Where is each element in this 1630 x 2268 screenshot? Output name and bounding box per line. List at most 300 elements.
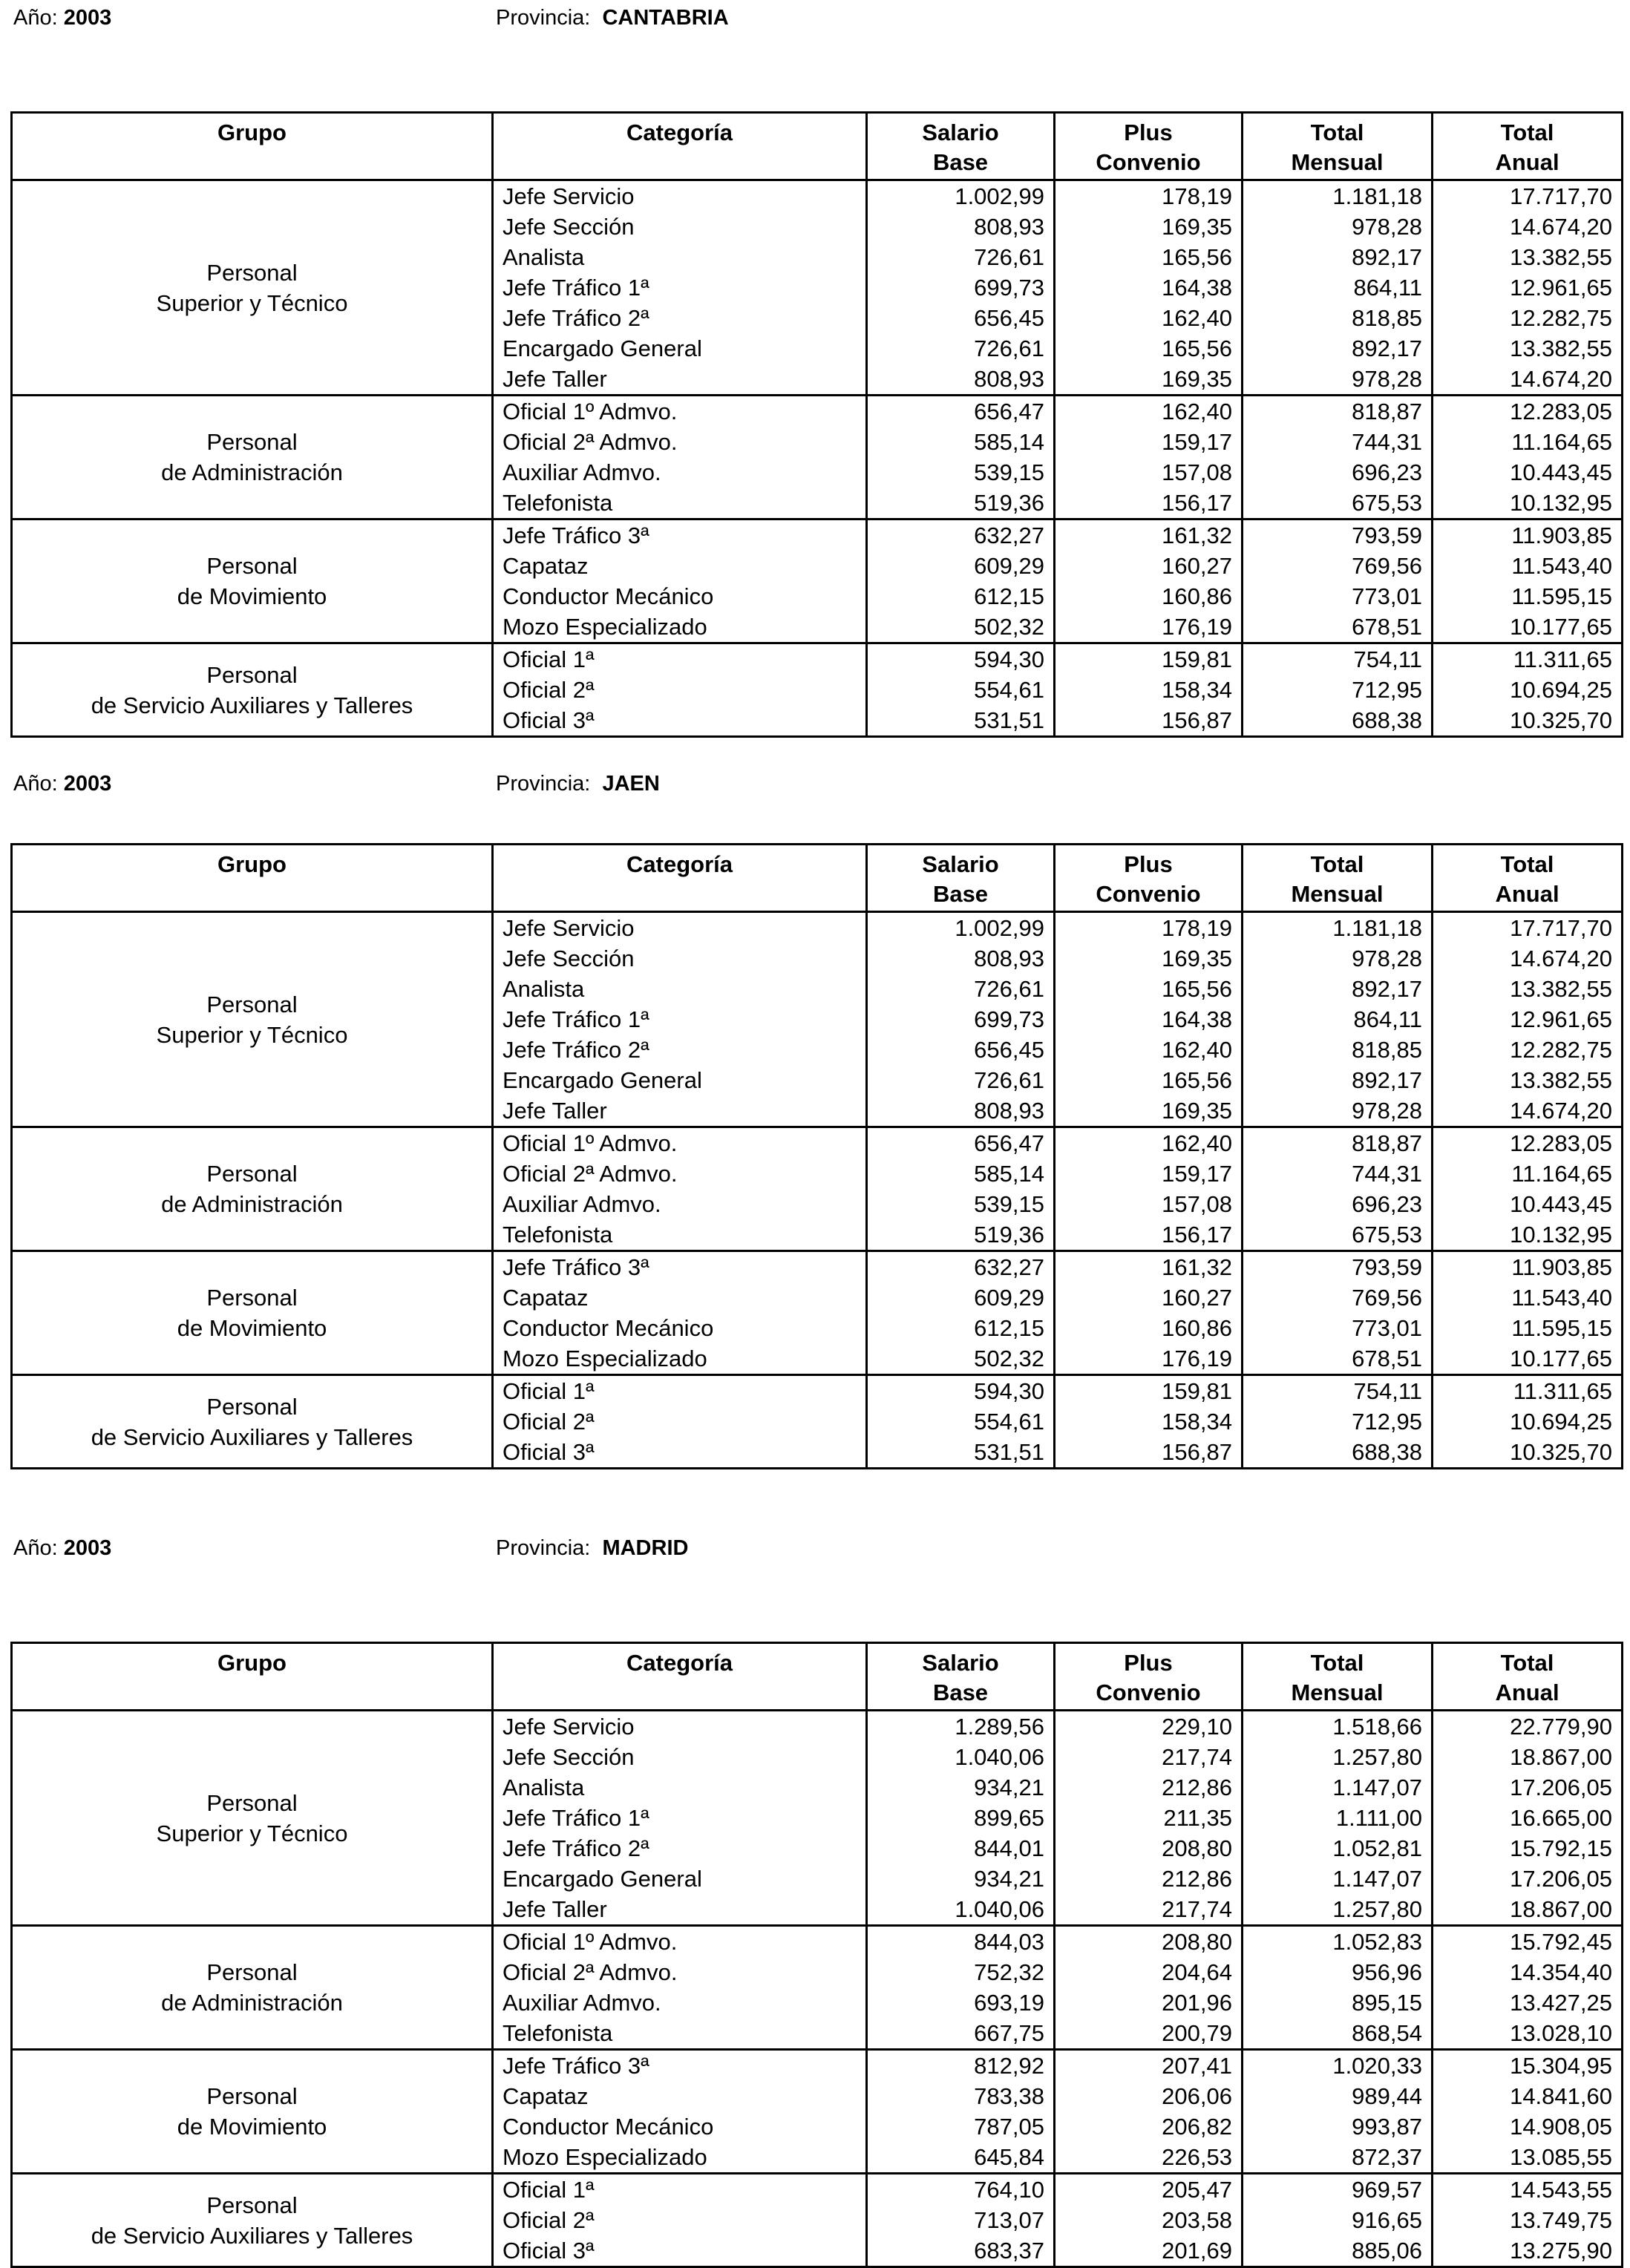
header-total-anual: Total Anual [1433,845,1623,912]
salario-base-cell: 808,93 [867,364,1055,396]
section-meta [0,1530,1630,1575]
category-cell: Jefe Tráfico 1ª [493,272,867,303]
group-cell: Personal Superior y Técnico [12,912,493,1127]
section-meta [0,0,1630,45]
header-plus-convenio: Plus Convenio [1055,1643,1243,1711]
salario-base-cell: 808,93 [867,1095,1055,1127]
group-cell: Personal de Administración [12,396,493,520]
total-mensual-cell: 978,28 [1243,943,1433,974]
category-cell: Jefe Sección [493,212,867,242]
salario-base-cell: 1.040,06 [867,1894,1055,1926]
total-anual-cell: 10.443,45 [1433,1189,1623,1219]
category-cell: Oficial 2ª Admvo. [493,427,867,457]
total-anual-cell: 11.311,65 [1433,1375,1623,1407]
group-cell: Personal de Movimiento [12,1251,493,1375]
salario-base-cell: 645,84 [867,2142,1055,2174]
salario-base-cell: 808,93 [867,212,1055,242]
plus-convenio-cell: 164,38 [1055,1004,1243,1035]
salario-base-cell: 1.002,99 [867,912,1055,944]
plus-convenio-cell: 158,34 [1055,675,1243,705]
table-row [12,2050,1623,2082]
plus-convenio-cell: 203,58 [1055,2205,1243,2235]
category-cell: Auxiliar Admvo. [493,1189,867,1219]
year-label: Año: 2003 [13,772,112,796]
salario-base-cell: 783,38 [867,2081,1055,2111]
plus-convenio-cell: 176,19 [1055,1343,1243,1375]
salario-base-cell: 726,61 [867,333,1055,364]
total-mensual-cell: 675,53 [1243,488,1433,520]
plus-convenio-cell: 206,82 [1055,2111,1243,2142]
category-cell: Analista [493,1772,867,1803]
header-salario-base: Salario Base [867,113,1055,180]
salario-base-cell: 1.289,56 [867,1711,1055,1743]
salario-base-cell: 594,30 [867,643,1055,675]
salario-base-cell: 699,73 [867,1004,1055,1035]
category-cell: Auxiliar Admvo. [493,457,867,488]
salario-base-cell: 726,61 [867,242,1055,272]
salario-base-cell: 726,61 [867,1065,1055,1095]
total-anual-cell: 18.867,00 [1433,1742,1623,1772]
category-cell: Jefe Tráfico 1ª [493,1004,867,1035]
total-anual-cell: 12.283,05 [1433,396,1623,427]
category-cell: Capataz [493,1282,867,1313]
table-row [12,520,1623,551]
salario-base-cell: 612,15 [867,581,1055,612]
plus-convenio-cell: 178,19 [1055,180,1243,212]
province-section [0,1530,1630,2264]
salario-base-cell: 554,61 [867,675,1055,705]
category-cell: Jefe Servicio [493,1711,867,1743]
total-mensual-cell: 978,28 [1243,212,1433,242]
province-label: Provincia: MADRID [496,1536,689,1560]
year-value: 2003 [63,772,112,796]
total-mensual-cell: 818,87 [1243,396,1433,427]
salario-base-cell: 656,47 [867,396,1055,427]
salario-base-cell: 899,65 [867,1803,1055,1833]
total-anual-cell: 15.792,15 [1433,1833,1623,1864]
category-cell: Jefe Tráfico 3ª [493,2050,867,2082]
total-mensual-cell: 696,23 [1243,1189,1433,1219]
total-anual-cell: 13.275,90 [1433,2235,1623,2267]
salario-base-cell: 612,15 [867,1313,1055,1343]
plus-convenio-cell: 159,81 [1055,643,1243,675]
total-anual-cell: 14.354,40 [1433,1957,1623,1987]
total-mensual-cell: 688,38 [1243,1437,1433,1469]
salario-base-cell: 934,21 [867,1772,1055,1803]
salario-base-cell: 594,30 [867,1375,1055,1407]
total-mensual-cell: 892,17 [1243,974,1433,1004]
salario-base-cell: 531,51 [867,1437,1055,1469]
plus-convenio-cell: 212,86 [1055,1864,1243,1894]
total-mensual-cell: 818,87 [1243,1127,1433,1159]
total-anual-cell: 15.304,95 [1433,2050,1623,2082]
category-cell: Oficial 2ª Admvo. [493,1957,867,1987]
total-mensual-cell: 769,56 [1243,551,1433,581]
total-anual-cell: 17.717,70 [1433,912,1623,944]
category-cell: Jefe Tráfico 2ª [493,1833,867,1864]
year-value: 2003 [63,1536,112,1560]
group-cell: Personal de Servicio Auxiliares y Talleres [12,1375,493,1469]
total-mensual-cell: 1.257,80 [1243,1894,1433,1926]
category-cell: Capataz [493,2081,867,2111]
total-anual-cell: 14.674,20 [1433,1095,1623,1127]
total-mensual-cell: 1.147,07 [1243,1772,1433,1803]
plus-convenio-cell: 208,80 [1055,1926,1243,1958]
header-categoria: Categoría [493,1643,867,1711]
total-anual-cell: 11.903,85 [1433,1251,1623,1283]
total-anual-cell: 11.543,40 [1433,551,1623,581]
category-cell: Encargado General [493,1864,867,1894]
total-anual-cell: 14.841,60 [1433,2081,1623,2111]
salary-table [10,111,1623,738]
total-mensual-cell: 969,57 [1243,2174,1433,2206]
header-salario-base: Salario Base [867,845,1055,912]
salario-base-cell: 609,29 [867,1282,1055,1313]
table-row [12,1251,1623,1283]
total-mensual-cell: 864,11 [1243,272,1433,303]
salario-base-cell: 531,51 [867,705,1055,737]
province-section [0,0,1630,733]
province-label: Provincia: JAEN [496,772,660,796]
salario-base-cell: 693,19 [867,1987,1055,2018]
plus-convenio-cell: 208,80 [1055,1833,1243,1864]
plus-convenio-cell: 226,53 [1055,2142,1243,2174]
plus-convenio-cell: 159,17 [1055,1158,1243,1189]
total-mensual-cell: 864,11 [1243,1004,1433,1035]
category-cell: Telefonista [493,2018,867,2050]
total-mensual-cell: 978,28 [1243,364,1433,396]
total-anual-cell: 11.543,40 [1433,1282,1623,1313]
salario-base-cell: 808,93 [867,943,1055,974]
year-label: Año: 2003 [13,6,112,30]
header-salario-base: Salario Base [867,1643,1055,1711]
total-anual-cell: 14.674,20 [1433,943,1623,974]
total-mensual-cell: 989,44 [1243,2081,1433,2111]
table-row [12,1127,1623,1159]
category-cell: Oficial 3ª [493,1437,867,1469]
salary-table [10,1642,1623,2268]
table-header-row [12,845,1623,912]
table-row [12,1711,1623,1743]
category-cell: Oficial 2ª [493,675,867,705]
salario-base-cell: 502,32 [867,1343,1055,1375]
total-mensual-cell: 712,95 [1243,675,1433,705]
salario-base-cell: 519,36 [867,1219,1055,1251]
total-mensual-cell: 1.111,00 [1243,1803,1433,1833]
category-cell: Jefe Tráfico 2ª [493,303,867,333]
category-cell: Jefe Servicio [493,912,867,944]
total-mensual-cell: 769,56 [1243,1282,1433,1313]
total-mensual-cell: 1.257,80 [1243,1742,1433,1772]
plus-convenio-cell: 157,08 [1055,457,1243,488]
category-cell: Oficial 1º Admvo. [493,396,867,427]
total-mensual-cell: 793,59 [1243,520,1433,551]
total-mensual-cell: 885,06 [1243,2235,1433,2267]
category-cell: Jefe Tráfico 1ª [493,1803,867,1833]
plus-convenio-cell: 160,27 [1055,1282,1243,1313]
plus-convenio-cell: 169,35 [1055,1095,1243,1127]
plus-convenio-cell: 169,35 [1055,212,1243,242]
group-cell: Personal Superior y Técnico [12,180,493,396]
salario-base-cell: 585,14 [867,427,1055,457]
category-cell: Oficial 2ª [493,2205,867,2235]
header-plus-convenio: Plus Convenio [1055,845,1243,912]
header-categoria: Categoría [493,845,867,912]
total-anual-cell: 10.443,45 [1433,457,1623,488]
total-mensual-cell: 892,17 [1243,1065,1433,1095]
header-total-mensual: Total Mensual [1243,113,1433,180]
total-mensual-cell: 688,38 [1243,705,1433,737]
total-anual-cell: 14.543,55 [1433,2174,1623,2206]
total-mensual-cell: 956,96 [1243,1957,1433,1987]
total-anual-cell: 10.694,25 [1433,1406,1623,1437]
total-mensual-cell: 1.181,18 [1243,180,1433,212]
total-mensual-cell: 744,31 [1243,1158,1433,1189]
group-cell: Personal de Servicio Auxiliares y Talleres [12,2174,493,2267]
total-mensual-cell: 916,65 [1243,2205,1433,2235]
total-mensual-cell: 993,87 [1243,2111,1433,2142]
salario-base-cell: 844,01 [867,1833,1055,1864]
salario-base-cell: 844,03 [867,1926,1055,1958]
total-mensual-cell: 1.052,83 [1243,1926,1433,1958]
section-meta [0,766,1630,810]
total-anual-cell: 11.903,85 [1433,520,1623,551]
header-grupo: Grupo [12,1643,493,1711]
group-cell: Personal de Movimiento [12,520,493,643]
salario-base-cell: 585,14 [867,1158,1055,1189]
total-mensual-cell: 872,37 [1243,2142,1433,2174]
total-anual-cell: 13.382,55 [1433,974,1623,1004]
plus-convenio-cell: 201,96 [1055,1987,1243,2018]
total-anual-cell: 13.382,55 [1433,333,1623,364]
total-anual-cell: 12.961,65 [1433,272,1623,303]
plus-convenio-cell: 217,74 [1055,1894,1243,1926]
category-cell: Jefe Sección [493,1742,867,1772]
category-cell: Jefe Tráfico 2ª [493,1035,867,1065]
salario-base-cell: 519,36 [867,488,1055,520]
total-anual-cell: 17.717,70 [1433,180,1623,212]
table-row [12,396,1623,427]
total-mensual-cell: 892,17 [1243,242,1433,272]
total-anual-cell: 13.085,55 [1433,2142,1623,2174]
total-mensual-cell: 1.518,66 [1243,1711,1433,1743]
plus-convenio-cell: 161,32 [1055,520,1243,551]
total-mensual-cell: 1.147,07 [1243,1864,1433,1894]
plus-convenio-cell: 164,38 [1055,272,1243,303]
total-anual-cell: 12.282,75 [1433,1035,1623,1065]
total-anual-cell: 11.311,65 [1433,643,1623,675]
total-anual-cell: 12.282,75 [1433,303,1623,333]
plus-convenio-cell: 165,56 [1055,242,1243,272]
salario-base-cell: 539,15 [867,457,1055,488]
plus-convenio-cell: 156,87 [1055,705,1243,737]
category-cell: Oficial 1º Admvo. [493,1926,867,1958]
total-mensual-cell: 773,01 [1243,1313,1433,1343]
total-mensual-cell: 818,85 [1243,1035,1433,1065]
table-header-row [12,113,1623,180]
plus-convenio-cell: 211,35 [1055,1803,1243,1833]
plus-convenio-cell: 206,06 [1055,2081,1243,2111]
category-cell: Oficial 3ª [493,2235,867,2267]
category-cell: Capataz [493,551,867,581]
plus-convenio-cell: 165,56 [1055,974,1243,1004]
plus-convenio-cell: 207,41 [1055,2050,1243,2082]
table-row [12,2174,1623,2206]
table-row [12,1926,1623,1958]
salario-base-cell: 632,27 [867,1251,1055,1283]
header-plus-convenio: Plus Convenio [1055,113,1243,180]
plus-convenio-cell: 159,17 [1055,427,1243,457]
salario-base-cell: 713,07 [867,2205,1055,2235]
header-total-anual: Total Anual [1433,1643,1623,1711]
salario-base-cell: 764,10 [867,2174,1055,2206]
total-anual-cell: 10.325,70 [1433,1437,1623,1469]
total-anual-cell: 14.674,20 [1433,364,1623,396]
category-cell: Conductor Mecánico [493,581,867,612]
total-anual-cell: 13.427,25 [1433,1987,1623,2018]
salario-base-cell: 656,45 [867,1035,1055,1065]
plus-convenio-cell: 160,86 [1055,1313,1243,1343]
plus-convenio-cell: 178,19 [1055,912,1243,944]
category-cell: Analista [493,974,867,1004]
province-value: MADRID [602,1536,689,1560]
total-anual-cell: 10.694,25 [1433,675,1623,705]
plus-convenio-cell: 201,69 [1055,2235,1243,2267]
total-mensual-cell: 744,31 [1243,427,1433,457]
plus-convenio-cell: 229,10 [1055,1711,1243,1743]
category-cell: Encargado General [493,333,867,364]
total-mensual-cell: 675,53 [1243,1219,1433,1251]
salario-base-cell: 554,61 [867,1406,1055,1437]
total-anual-cell: 10.325,70 [1433,705,1623,737]
plus-convenio-cell: 156,17 [1055,488,1243,520]
total-anual-cell: 11.164,65 [1433,1158,1623,1189]
total-mensual-cell: 754,11 [1243,1375,1433,1407]
category-cell: Oficial 1ª [493,643,867,675]
plus-convenio-cell: 159,81 [1055,1375,1243,1407]
category-cell: Oficial 3ª [493,705,867,737]
province-section [0,766,1630,1465]
total-anual-cell: 10.132,95 [1433,1219,1623,1251]
category-cell: Mozo Especializado [493,2142,867,2174]
salario-base-cell: 609,29 [867,551,1055,581]
total-anual-cell: 13.749,75 [1433,2205,1623,2235]
category-cell: Telefonista [493,1219,867,1251]
plus-convenio-cell: 169,35 [1055,364,1243,396]
total-mensual-cell: 773,01 [1243,581,1433,612]
header-total-mensual: Total Mensual [1243,845,1433,912]
plus-convenio-cell: 165,56 [1055,1065,1243,1095]
plus-convenio-cell: 162,40 [1055,1127,1243,1159]
total-anual-cell: 13.382,55 [1433,242,1623,272]
total-anual-cell: 12.283,05 [1433,1127,1623,1159]
plus-convenio-cell: 157,08 [1055,1189,1243,1219]
plus-convenio-cell: 160,86 [1055,581,1243,612]
total-anual-cell: 15.792,45 [1433,1926,1623,1958]
province-value: CANTABRIA [602,6,729,30]
group-cell: Personal de Administración [12,1127,493,1251]
category-cell: Encargado General [493,1065,867,1095]
category-cell: Jefe Tráfico 3ª [493,520,867,551]
plus-convenio-cell: 162,40 [1055,1035,1243,1065]
category-cell: Conductor Mecánico [493,1313,867,1343]
salario-base-cell: 656,47 [867,1127,1055,1159]
year-label: Año: 2003 [13,1536,112,1560]
salario-base-cell: 1.002,99 [867,180,1055,212]
plus-convenio-cell: 204,64 [1055,1957,1243,1987]
plus-convenio-cell: 212,86 [1055,1772,1243,1803]
table-row [12,912,1623,944]
category-cell: Mozo Especializado [493,1343,867,1375]
plus-convenio-cell: 205,47 [1055,2174,1243,2206]
group-cell: Personal Superior y Técnico [12,1711,493,1926]
total-anual-cell: 13.028,10 [1433,2018,1623,2050]
total-mensual-cell: 895,15 [1243,1987,1433,2018]
salario-base-cell: 934,21 [867,1864,1055,1894]
category-cell: Telefonista [493,488,867,520]
salario-base-cell: 667,75 [867,2018,1055,2050]
header-grupo: Grupo [12,845,493,912]
plus-convenio-cell: 169,35 [1055,943,1243,974]
total-mensual-cell: 696,23 [1243,457,1433,488]
category-cell: Jefe Taller [493,1894,867,1926]
total-anual-cell: 12.961,65 [1433,1004,1623,1035]
total-anual-cell: 13.382,55 [1433,1065,1623,1095]
salario-base-cell: 656,45 [867,303,1055,333]
salario-base-cell: 812,92 [867,2050,1055,2082]
salario-base-cell: 726,61 [867,974,1055,1004]
total-mensual-cell: 978,28 [1243,1095,1433,1127]
total-mensual-cell: 868,54 [1243,2018,1433,2050]
province-label: Provincia: CANTABRIA [496,6,729,30]
category-cell: Analista [493,242,867,272]
total-anual-cell: 17.206,05 [1433,1772,1623,1803]
total-anual-cell: 10.177,65 [1433,1343,1623,1375]
total-mensual-cell: 678,51 [1243,1343,1433,1375]
total-mensual-cell: 1.052,81 [1243,1833,1433,1864]
total-anual-cell: 10.132,95 [1433,488,1623,520]
salario-base-cell: 787,05 [867,2111,1055,2142]
plus-convenio-cell: 160,27 [1055,551,1243,581]
total-anual-cell: 16.665,00 [1433,1803,1623,1833]
table-row [12,180,1623,212]
table-header-row [12,1643,1623,1711]
total-anual-cell: 14.908,05 [1433,2111,1623,2142]
salario-base-cell: 752,32 [867,1957,1055,1987]
table-row [12,1375,1623,1407]
category-cell: Jefe Taller [493,1095,867,1127]
province-value: JAEN [602,772,660,796]
category-cell: Oficial 1ª [493,2174,867,2206]
category-cell: Mozo Especializado [493,612,867,643]
plus-convenio-cell: 176,19 [1055,612,1243,643]
plus-convenio-cell: 156,17 [1055,1219,1243,1251]
salario-base-cell: 699,73 [867,272,1055,303]
salary-table [10,843,1623,1469]
total-mensual-cell: 754,11 [1243,643,1433,675]
category-cell: Auxiliar Admvo. [493,1987,867,2018]
plus-convenio-cell: 165,56 [1055,333,1243,364]
table-row [12,643,1623,675]
salario-base-cell: 632,27 [867,520,1055,551]
plus-convenio-cell: 161,32 [1055,1251,1243,1283]
header-total-mensual: Total Mensual [1243,1643,1433,1711]
category-cell: Oficial 2ª [493,1406,867,1437]
total-anual-cell: 10.177,65 [1433,612,1623,643]
total-mensual-cell: 892,17 [1243,333,1433,364]
year-value: 2003 [63,6,112,30]
header-categoria: Categoría [493,113,867,180]
